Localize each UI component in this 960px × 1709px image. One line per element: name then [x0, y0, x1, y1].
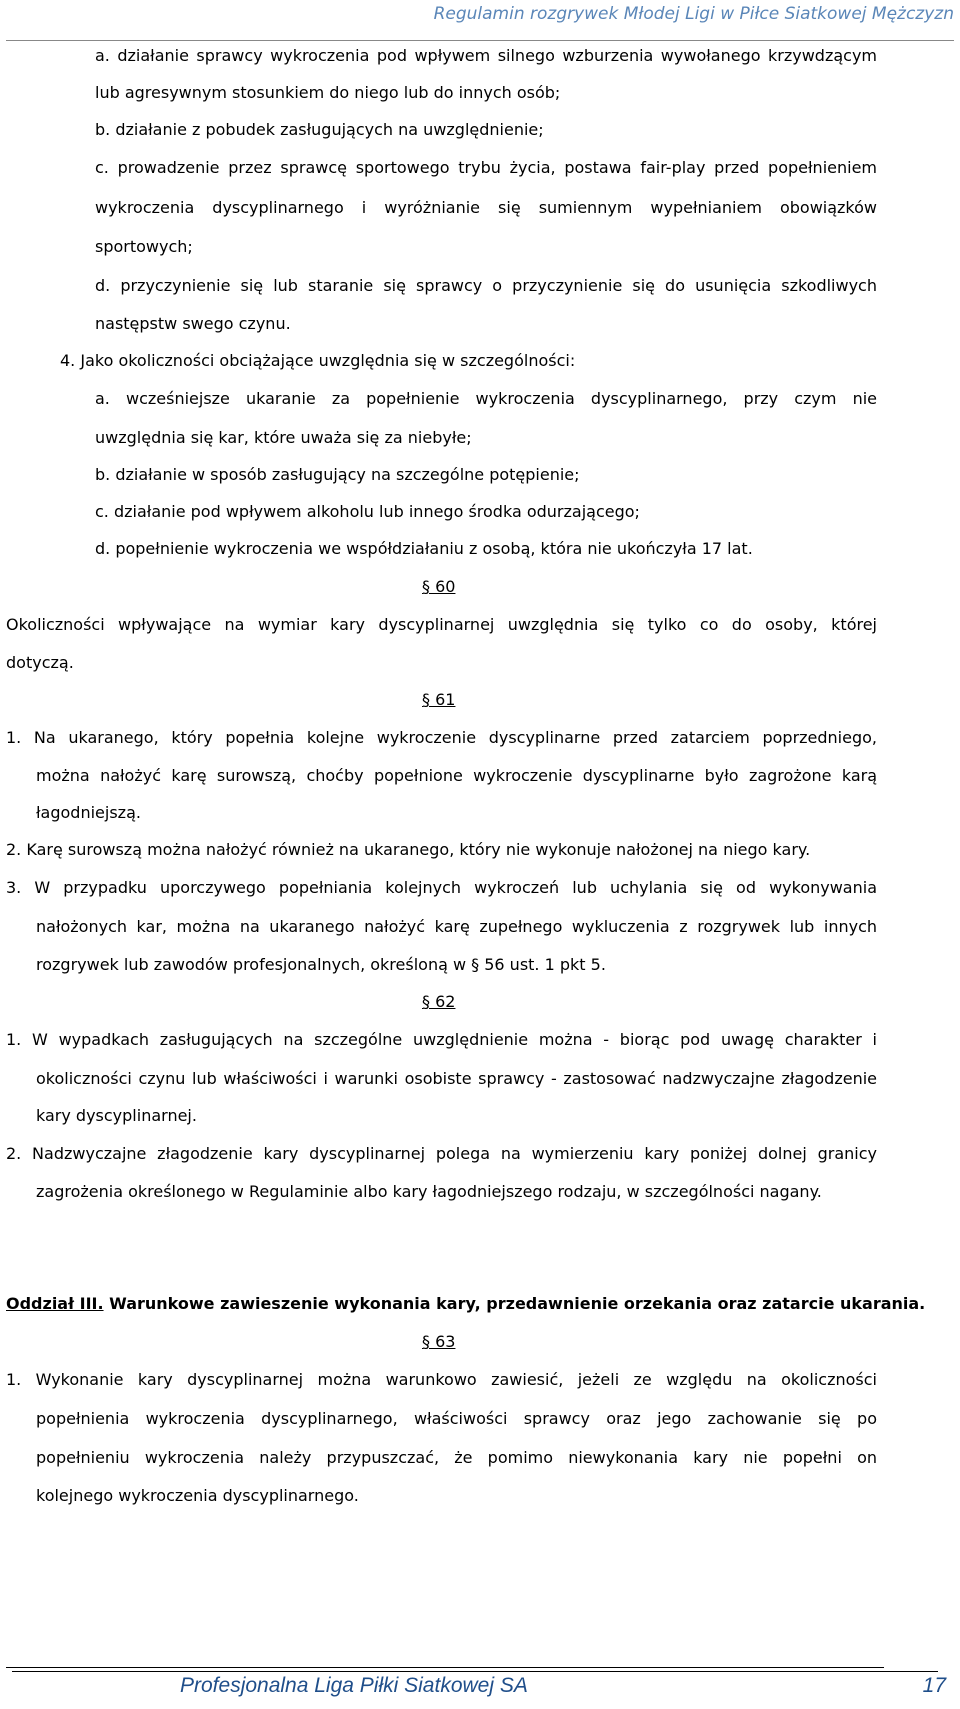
text-line: łagodniejszą.: [36, 803, 141, 822]
text-line: b. działanie z pobudek zasługujących na uwzględnienie;: [95, 120, 544, 139]
text-line: c. prowadzenie przez sprawcę sportowego trybu życia, postawa fair-play przed popełnieniem: [95, 158, 877, 177]
text-line: c. działanie pod wpływem alkoholu lub innego środka odurzającego;: [95, 502, 640, 521]
text-line: 1. Wykonanie kary dyscyplinarnej można warunkowo zawiesić, jeżeli ze względu na okoliczności: [6, 1370, 877, 1389]
text-line: a. działanie sprawcy wykroczenia pod wpływem silnego wzburzenia wywołanego krzywdzącym: [95, 46, 877, 65]
text-line: a. wcześniejsze ukaranie za popełnienie wykroczenia dyscyplinarnego, przy czym nie: [95, 389, 877, 408]
text-line: popełnieniu wykroczenia należy przypuszczać, że pomimo niewykonania kary nie popełni on: [36, 1448, 877, 1467]
text-line: popełnienia wykroczenia dyscyplinarnego, właściwości sprawcy oraz jego zachowanie się po: [36, 1409, 877, 1428]
text-line: 4. Jako okoliczności obciążające uwzględnia się w szczególności:: [60, 351, 576, 370]
chapter-heading: [6, 1293, 925, 1315]
text-line: wykroczenia dyscyplinarnego i wyróżnianie się sumiennym wypełnianiem obowiązków: [95, 198, 877, 217]
text-line: sportowych;: [95, 237, 193, 256]
section-heading: § 63: [422, 1332, 456, 1351]
footer-rule: [6, 1667, 884, 1668]
text-line: rozgrywek lub zawodów profesjonalnych, określoną w § 56 ust. 1 pkt 5.: [36, 955, 606, 974]
chapter-number: Oddział III.: [6, 1294, 104, 1313]
section-heading: § 60: [422, 577, 456, 596]
text-line: d. popełnienie wykroczenia we współdziałaniu z osobą, która nie ukończyła 17 lat.: [95, 539, 753, 558]
text-line: okoliczności czynu lub właściwości i warunki osobiste sprawcy - zastosować nadzwyczajne złagodzenie: [36, 1069, 877, 1088]
text-line: następstw swego czynu.: [95, 314, 291, 333]
section-heading: § 62: [422, 992, 456, 1011]
text-line: 2. Nadzwyczajne złagodzenie kary dyscyplinarnej polega na wymierzeniu kary poniżej dolnej granicy: [6, 1144, 877, 1163]
footer-org: Profesjonalna Liga Piłki Siatkowej SA: [180, 1674, 528, 1697]
text-line: kolejnego wykroczenia dyscyplinarnego.: [36, 1486, 359, 1505]
text-line: d. przyczynienie się lub staranie się sprawcy o przyczynienie się do usunięcia szkodliwych: [95, 276, 877, 295]
page-number: 17: [922, 1674, 946, 1697]
header-title: Regulamin rozgrywek Młodej Ligi w Piłce Siatkowej Mężczyzn: [433, 4, 954, 24]
footer-rule-secondary: [12, 1671, 938, 1672]
text-line: nałożonych kar, można na ukaranego nałożyć karę zupełnego wykluczenia z rozgrywek lub innych: [36, 917, 877, 936]
text-line: 1. Na ukaranego, który popełnia kolejne wykroczenie dyscyplinarne przed zatarciem poprzedniego,: [6, 728, 877, 747]
section-heading: § 61: [422, 690, 456, 709]
text-line: 2. Karę surowszą można nałożyć również na ukaranego, który nie wykonuje nałożonej na niego kary.: [6, 840, 811, 859]
text-line: Okoliczności wpływające na wymiar kary dyscyplinarnej uwzględnia się tylko co do osoby, której: [6, 615, 877, 634]
text-line: lub agresywnym stosunkiem do niego lub do innych osób;: [95, 83, 561, 102]
chapter-title: Warunkowe zawieszenie wykonania kary, przedawnienie orzekania oraz zatarcie ukarania.: [109, 1294, 926, 1313]
text-line: b. działanie w sposób zasługujący na szczególne potępienie;: [95, 465, 580, 484]
text-line: można nałożyć karę surowszą, choćby popełnione wykroczenie dyscyplinarne było zagrożone karą: [36, 766, 877, 785]
text-line: zagrożenia określonego w Regulaminie albo kary łagodniejszego rodzaju, w szczególności nagany.: [36, 1182, 822, 1201]
text-line: kary dyscyplinarnej.: [36, 1106, 197, 1125]
text-line: dotyczą.: [6, 653, 74, 672]
text-line: 1. W wypadkach zasługujących na szczególne uwzględnienie można - biorąc pod uwagę charakter i: [6, 1030, 877, 1049]
page-header: [6, 4, 954, 41]
text-line: 3. W przypadku uporczywego popełniania kolejnych wykroczeń lub uchylania się od wykonywania: [6, 878, 877, 897]
text-line: uwzględnia się kar, które uważa się za niebyłe;: [95, 428, 472, 447]
